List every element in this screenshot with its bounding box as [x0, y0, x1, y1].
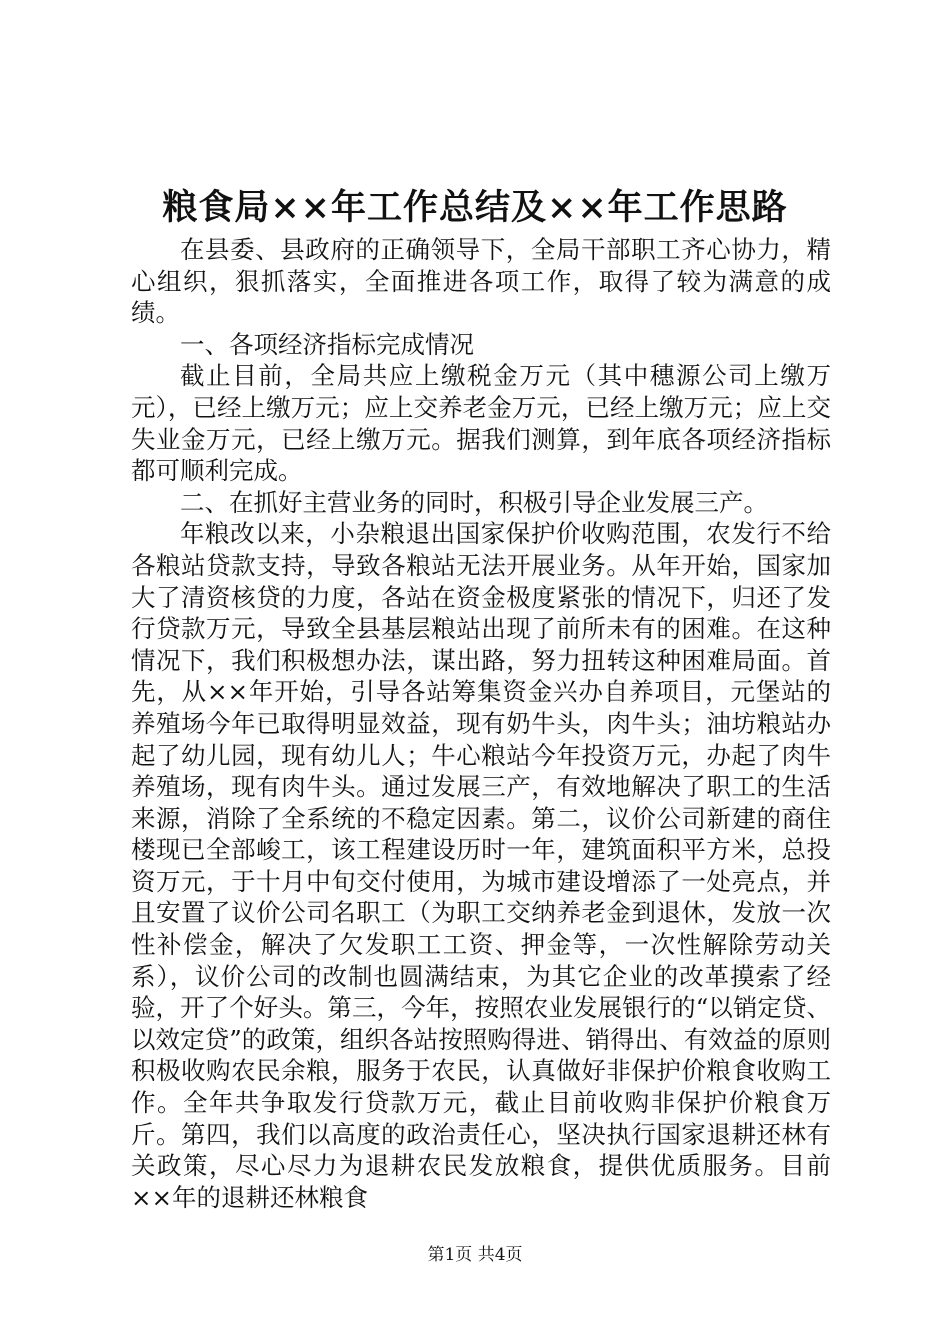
intro-paragraph: 在县委、县政府的正确领导下，全局干部职工齐心协力，精心组织，狠抓落实，全面推进各项工作，取得了较为满意的成绩。 — [131, 235, 831, 328]
section-heading-tertiary-industry: 二、在抓好主营业务的同时，积极引导企业发展三产。 — [180, 487, 768, 517]
page-number-footer: 第1页 共4页 — [427, 1245, 523, 1265]
document-body — [131, 234, 831, 1213]
document-title: 粮食局××年工作总结及××年工作思路 — [162, 187, 788, 228]
economic-indicators-paragraph: 截止目前，全局共应上缴税金万元（其中穗源公司上缴万元），已经上缴万元；应上交养老金万元，已经上缴万元；应上交失业金万元，已经上缴万元。据我们测算，到年底各项经济指标都可顺利完成。 — [131, 361, 831, 486]
tertiary-industry-paragraph: 年粮改以来，小杂粮退出国家保护价收购范围，农发行不给各粮站贷款支持，导致各粮站无法开展业务。从年开始，国家加大了清资核贷的力度，各站在资金极度紧张的情况下，归还了发行贷款万元，导致全县基层粮站出现了前所未有的困难。在这种情况下，我们积极想办法，谋出路，努力扭转这种困难局面。首先，从××年开始，引导各站筹集资金兴办自养项目，元堡站的养殖场今年已取得明显效益，现有奶牛头，肉牛头；油坊粮站办起了幼儿园，现有幼儿人；牛心粮站今年投资万元，办起了肉牛养殖场，现有肉牛头。通过发展三产，有效地解决了职工的生活来源，消除了全系统的不稳定因素。第二，议价公司新建的商住楼现已全部峻工，该工程建设历时一年，建筑面积平方米，总投资万元，于十月中旬交付使用，为城市建设增添了一处亮点，并且安置了议价公司名职工（为职工交纳养老金到退休，发放一次性补偿金，解决了欠发职工工资、押金等，一次性解除劳动关系），议价公司的改制也圆满结束，为其它企业的改革摸索了经验，开了个好头。第三，今年，按照农业发展银行的“以销定贷、以效定贷”的政策，组织各站按照购得进、销得出、有效益的原则积极收购农民余粮，服务于农民，认真做好非保护价粮食收购工作。全年共争取发行贷款万元，截止目前收购非保护价粮食万斤。第四，我们以高度的政治责任心，坚决执行国家退耕还林有关政策，尽心尽力为退耕农民发放粮食，提供优质服务。目前××年的退耕还林粮食 — [131, 519, 831, 1212]
section-heading-economic-indicators: 一、各项经济指标完成情况 — [180, 329, 474, 359]
